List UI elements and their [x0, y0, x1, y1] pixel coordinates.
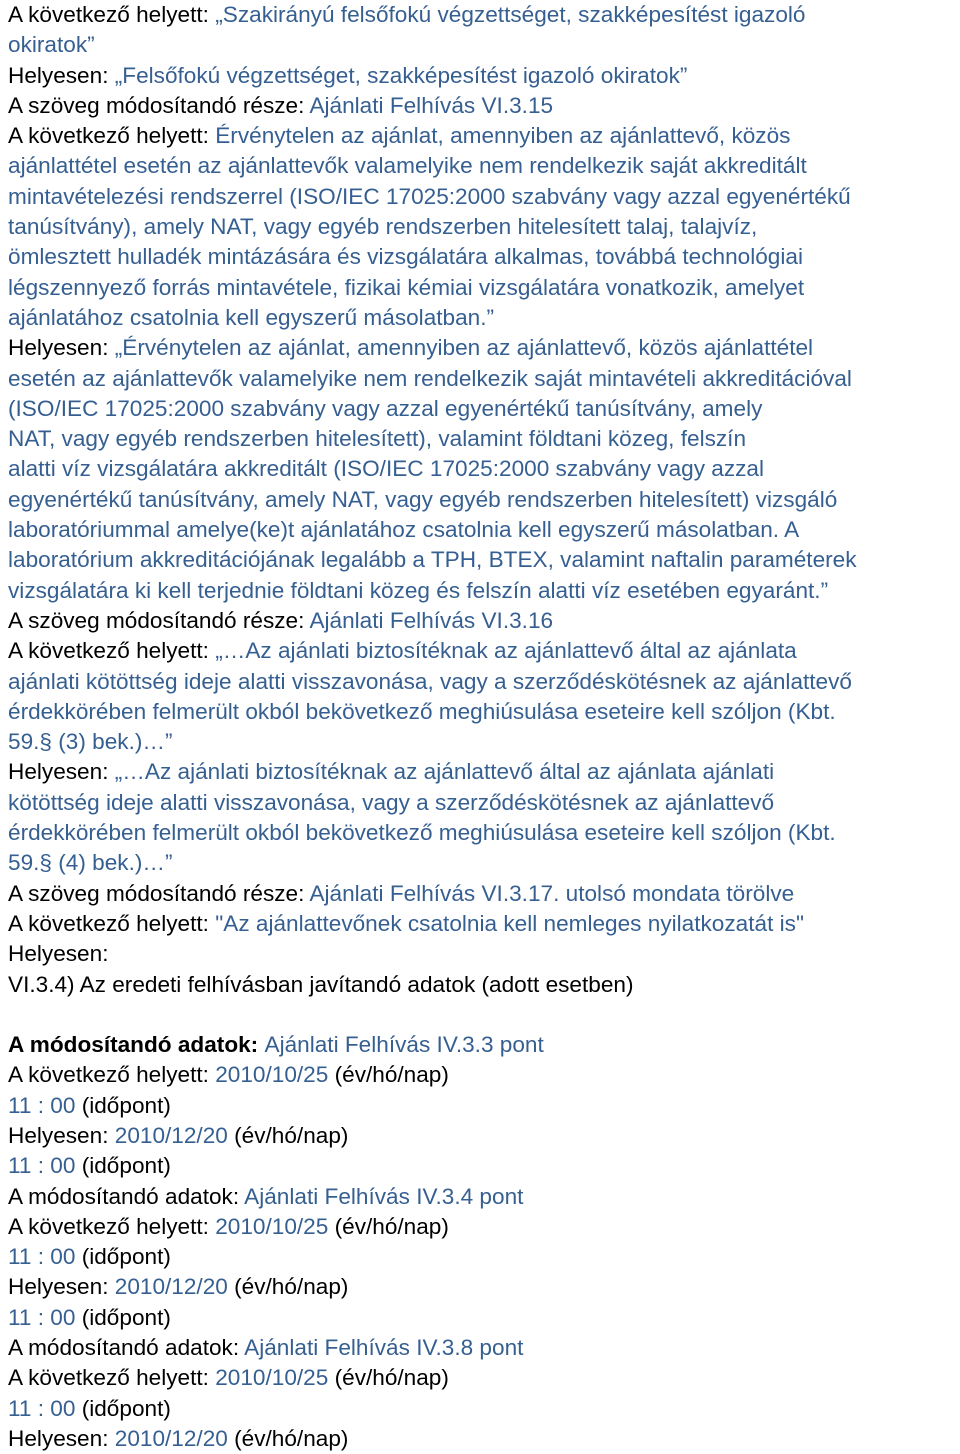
text-line	[8, 424, 960, 454]
label-text: (időpont)	[75, 1304, 171, 1330]
text-line	[8, 1242, 960, 1272]
text-line	[8, 848, 960, 878]
label-text: A következő helyett:	[8, 638, 216, 664]
value-text: Ajánlati Felhívás IV.3.3 pont	[264, 1032, 544, 1058]
label-text: A következő helyett:	[8, 123, 216, 149]
text-line	[8, 788, 960, 818]
label-text: (év/hó/nap)	[227, 1274, 349, 1300]
label-text: A következő helyett:	[8, 1213, 216, 1239]
label-text: Helyesen:	[8, 1425, 115, 1451]
value-text: egyenértékű tanúsítvány, amely NAT, vagy egyéb rendszerben hitelesített) vizsgáló	[8, 486, 838, 512]
value-text: érdekkörében felmerült okból bekövetkező meghiúsulása eseteire kell szóljon (Kbt.	[8, 820, 836, 846]
label-text: Helyesen:	[8, 1122, 115, 1148]
text-line	[8, 1394, 960, 1424]
text-line	[8, 970, 960, 1000]
text-line	[8, 212, 960, 242]
value-text: alatti víz vizsgálatára akkreditált (ISO/IEC 17025:2000 szabvány vagy azzal	[8, 456, 765, 482]
text-line	[8, 485, 960, 515]
text-line	[8, 242, 960, 272]
text-line	[8, 1333, 960, 1363]
value-text: 11 : 00	[8, 1244, 76, 1270]
text-line	[8, 515, 960, 545]
value-text: érdekkörében felmerült okból bekövetkező meghiúsulása eseteire kell szóljon (Kbt.	[8, 698, 836, 724]
text-line	[8, 909, 960, 939]
value-text: „Szakirányú felsőfokú végzettséget, szakképesítést igazoló	[215, 2, 806, 27]
value-text: laboratóriummal amelye(ke)t ajánlatához csatolnia kell egyszerű másolatban. A	[8, 517, 800, 543]
label-text: Helyesen:	[8, 941, 109, 967]
value-text: Ajánlati Felhívás VI.3.15	[309, 92, 554, 118]
value-text: 2010/10/25	[215, 1062, 329, 1088]
value-text: ajánlati kötöttség ideje alatti visszavonása, vagy a szerződéskötésnek az ajánlattevő	[8, 668, 852, 694]
value-text: 2010/12/20	[114, 1274, 228, 1300]
value-text: 2010/10/25	[215, 1365, 329, 1391]
value-text: 2010/10/25	[215, 1213, 329, 1239]
value-text: légszennyező forrás mintavétele, fizikai kémiai vizsgálatára vonatkozik, amelyet	[8, 274, 805, 300]
text-line	[8, 576, 960, 606]
text-line	[8, 303, 960, 333]
text-line	[8, 545, 960, 575]
value-text: 59.§ (3) bek.)…”	[8, 729, 173, 755]
label-text: Helyesen:	[8, 335, 115, 361]
value-text: 11 : 00	[8, 1092, 76, 1118]
text-line	[8, 1091, 960, 1121]
text-line	[8, 273, 960, 303]
text-line	[8, 1030, 960, 1060]
text-line	[8, 667, 960, 697]
text-line	[8, 151, 960, 181]
label-text: A szöveg módosítandó része:	[8, 92, 310, 118]
label-text: A következő helyett:	[8, 910, 216, 936]
label-text: A szöveg módosítandó része:	[8, 607, 310, 633]
value-text: „Érvénytelen az ajánlat, amennyiben az ajánlattevő, közös ajánlattétel	[114, 335, 814, 361]
value-text: ajánlattétel esetén az ajánlattevők valamelyike nem rendelkezik saját akkreditált	[8, 153, 807, 179]
label-text: (időpont)	[75, 1092, 171, 1118]
value-text: mintavételezési rendszerrel (ISO/IEC 17025:2000 szabvány vagy azzal egyenértékű	[8, 183, 851, 209]
text-line	[8, 636, 960, 666]
text-line	[8, 1303, 960, 1333]
value-text: 11 : 00	[8, 1153, 76, 1179]
text-line	[8, 879, 960, 909]
value-text: ajánlatához csatolnia kell egyszerű másolatban.”	[8, 304, 495, 330]
text-line	[8, 727, 960, 757]
text-line	[8, 30, 960, 60]
text-line	[8, 818, 960, 848]
text-line	[8, 91, 960, 121]
value-text: 2010/12/20	[114, 1425, 228, 1451]
value-text: 59.§ (4) bek.)…”	[8, 850, 173, 876]
value-text: NAT, vagy egyéb rendszerben hitelesített), valamint földtani közeg, felszín	[8, 426, 747, 452]
value-text: esetén az ajánlattevők valamelyike nem rendelkezik saját mintavételi akkreditációval	[8, 365, 852, 391]
value-text: 11 : 00	[8, 1395, 76, 1421]
value-text: 11 : 00	[8, 1304, 76, 1330]
value-text: Ajánlati Felhívás IV.3.8 pont	[244, 1335, 524, 1361]
text-line	[8, 454, 960, 484]
text-line	[8, 394, 960, 424]
label-text: Helyesen:	[8, 1274, 115, 1300]
text-line	[8, 1182, 960, 1212]
label-text: A szöveg módosítandó része:	[8, 880, 310, 906]
label-text: (időpont)	[75, 1395, 171, 1421]
text-line	[8, 1151, 960, 1181]
text-line	[8, 1212, 960, 1242]
value-text: "Az ajánlattevőnek csatolnia kell nemleges nyilatkozatát is"	[215, 910, 804, 936]
value-text: Ajánlati Felhívás VI.3.16	[309, 607, 554, 633]
label-text: (év/hó/nap)	[328, 1213, 449, 1239]
text-line	[8, 697, 960, 727]
value-text: „Felsőfokú végzettséget, szakképesítést igazoló okiratok”	[114, 62, 688, 88]
label-text: A következő helyett:	[8, 1365, 216, 1391]
label-text: Helyesen:	[8, 759, 115, 785]
text-line	[8, 121, 960, 151]
value-text: ömlesztett hulladék mintázására és vizsgálatára alkalmas, továbbá technológiai	[8, 244, 803, 270]
blank-line	[8, 1000, 960, 1030]
value-text: tanúsítvány), amely NAT, vagy egyéb rendszerben hitelesített talaj, talajvíz,	[8, 214, 758, 240]
text-line	[8, 1272, 960, 1302]
text-line	[8, 757, 960, 787]
value-text: laboratórium akkreditációjának legalább a TPH, BTEX, valamint naftalin paraméterek	[8, 547, 857, 573]
value-text: kötöttség ideje alatti visszavonása, vagy a szerződéskötésnek az ajánlattevő	[8, 789, 775, 815]
label-text: A módosítandó adatok:	[8, 1335, 245, 1361]
label-text: (év/hó/nap)	[227, 1425, 349, 1451]
text-line	[8, 333, 960, 363]
label-text: (év/hó/nap)	[328, 1365, 449, 1391]
value-text: 2010/12/20	[114, 1122, 228, 1148]
text-line	[8, 606, 960, 636]
value-text: Érvénytelen az ajánlat, amennyiben az ajánlattevő, közös	[215, 123, 791, 149]
value-text: (ISO/IEC 17025:2000 szabvány vagy azzal egyenértékű tanúsítvány, amely	[8, 395, 763, 421]
value-text: „…Az ajánlati biztosítéknak az ajánlattevő által az ajánlata ajánlati	[114, 759, 775, 785]
label-text: A módosítandó adatok:	[8, 1183, 245, 1209]
value-text: vizsgálatára ki kell terjednie földtani közeg és felszín alatti víz esetében egyaránt.”	[8, 577, 829, 603]
value-text: Ajánlati Felhívás IV.3.4 pont	[244, 1183, 524, 1209]
value-text: Ajánlati Felhívás VI.3.17. utolsó mondata törölve	[309, 880, 795, 906]
text-line	[8, 182, 960, 212]
label-text: (év/hó/nap)	[328, 1062, 449, 1088]
label-text: VI.3.4) Az eredeti felhívásban javítandó adatok (adott esetben)	[8, 971, 634, 997]
text-line	[8, 61, 960, 91]
label-text: A következő helyett:	[8, 2, 216, 27]
label-text: A következő helyett:	[8, 1062, 216, 1088]
text-line	[8, 1121, 960, 1151]
text-line	[8, 1060, 960, 1090]
text-line	[8, 939, 960, 969]
text-line	[8, 364, 960, 394]
value-text: okiratok”	[8, 32, 95, 58]
label-text: Helyesen:	[8, 62, 115, 88]
value-text: „…Az ajánlati biztosítéknak az ajánlattevő által az ajánlata	[215, 638, 797, 664]
label-text: (év/hó/nap)	[227, 1122, 349, 1148]
text-line	[8, 1424, 960, 1454]
label-text: (időpont)	[75, 1244, 171, 1270]
text-line	[8, 0, 960, 30]
label-text: (időpont)	[75, 1153, 171, 1179]
text-line	[8, 1363, 960, 1393]
bold-label: A módosítandó adatok:	[8, 1032, 265, 1058]
